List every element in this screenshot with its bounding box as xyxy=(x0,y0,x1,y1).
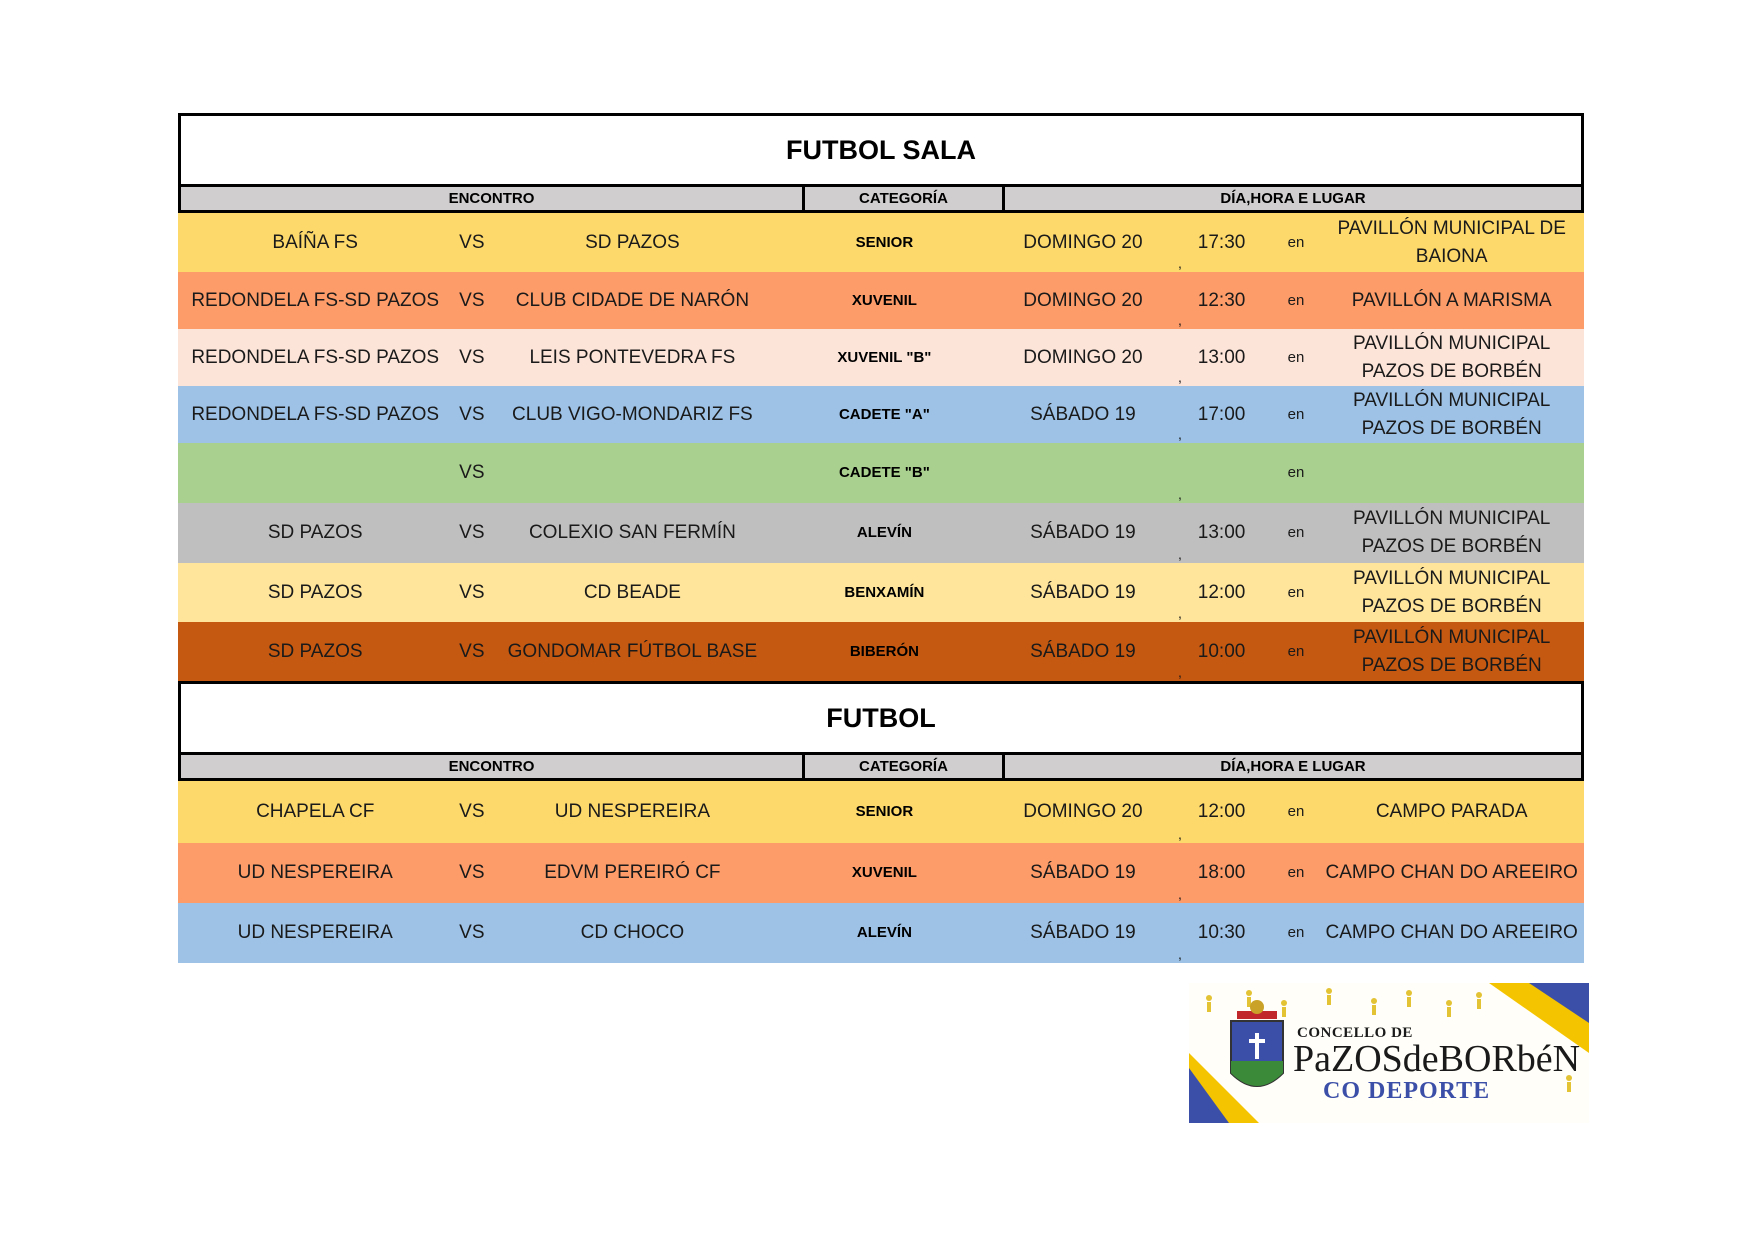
away-team: EDVM PEREIRÓ CF xyxy=(544,862,721,883)
comma-mark: , xyxy=(1178,255,1182,271)
section-title-futbol: FUTBOL xyxy=(178,681,1584,752)
home-team: UD NESPEREIRA xyxy=(237,922,393,943)
logo-text-co-deporte: CO DEPORTE xyxy=(1323,1078,1491,1104)
away-team: LEIS PONTEVEDRA FS xyxy=(529,346,736,368)
table-row xyxy=(178,329,1584,386)
match-time: 13:00 xyxy=(1197,346,1246,368)
home-team: REDONDELA FS-SD PAZOS xyxy=(191,289,440,311)
home-team: BAÍÑA FS xyxy=(272,231,358,253)
category: XUVENIL xyxy=(851,864,917,881)
category: XUVENIL "B" xyxy=(837,348,932,366)
match-time: 17:00 xyxy=(1197,403,1246,425)
vs-label: VS xyxy=(459,231,485,253)
venue: PAVILLÓN MUNICIPAL PAZOS DE BORBÉN xyxy=(1352,626,1551,676)
header-match: ENCONTRO xyxy=(181,187,805,210)
logo-text-pazos: PaZOSdeBORbéN xyxy=(1293,1038,1581,1080)
en-label: en xyxy=(1287,348,1305,366)
futbol-sala-rows xyxy=(178,213,1584,681)
home-team: UD NESPEREIRA xyxy=(237,862,393,883)
category: CADETE "B" xyxy=(838,464,930,481)
venue: PAVILLÓN MUNICIPAL PAZOS DE BORBÉN xyxy=(1352,332,1551,382)
match-time: 17:30 xyxy=(1197,231,1246,253)
venue: CAMPO CHAN DO AREEIRO xyxy=(1325,922,1578,943)
comma-mark: , xyxy=(1178,605,1182,621)
schedule-sheet xyxy=(178,113,1584,963)
header-match: ENCONTRO xyxy=(181,755,805,778)
match-day: DOMINGO 20 xyxy=(1023,346,1143,368)
vs-label: VS xyxy=(459,922,485,943)
match-day: SÁBADO 19 xyxy=(1030,403,1136,425)
category: SENIOR xyxy=(855,233,914,251)
match-time: 18:00 xyxy=(1197,862,1246,883)
match-day: SÁBADO 19 xyxy=(1030,862,1136,883)
away-team: GONDOMAR FÚTBOL BASE xyxy=(507,640,758,662)
venue: PAVILLÓN A MARISMA xyxy=(1351,289,1552,311)
table-row xyxy=(178,272,1584,329)
vs-label: VS xyxy=(459,462,485,483)
vs-label: VS xyxy=(459,346,485,368)
table-row xyxy=(178,503,1584,563)
comma-mark: , xyxy=(1178,826,1182,842)
match-day: DOMINGO 20 xyxy=(1023,801,1143,822)
coat-of-arms-icon xyxy=(1231,1000,1283,1086)
en-label: en xyxy=(1287,583,1305,601)
table-row xyxy=(178,213,1584,272)
venue: PAVILLÓN MUNICIPAL DE BAIONA xyxy=(1337,217,1566,267)
en-label: en xyxy=(1287,803,1305,820)
comma-mark: , xyxy=(1178,312,1182,328)
vs-label: VS xyxy=(459,640,485,662)
category: ALEVÍN xyxy=(856,524,912,541)
table-row xyxy=(178,781,1584,843)
match-time: 10:30 xyxy=(1197,922,1246,943)
header-category: CATEGORÍA xyxy=(805,187,1005,210)
match-time: 12:00 xyxy=(1197,801,1246,822)
comma-mark: , xyxy=(1178,664,1182,680)
match-day: SÁBADO 19 xyxy=(1030,522,1136,543)
header-when-where: DÍA,HORA E LUGAR xyxy=(1220,758,1366,775)
en-label: en xyxy=(1287,405,1305,423)
home-team: SD PAZOS xyxy=(267,522,363,543)
away-team: COLEXIO SAN FERMÍN xyxy=(528,522,736,543)
section-title-futbol-sala: FUTBOL SALA xyxy=(178,113,1584,184)
concello-pazos-de-borben-logo xyxy=(1189,983,1589,1123)
en-label: en xyxy=(1287,864,1305,881)
table-row xyxy=(178,386,1584,443)
home-team: SD PAZOS xyxy=(267,640,363,662)
category: SENIOR xyxy=(855,803,914,820)
category: BENXAMÍN xyxy=(844,583,925,601)
match-time: 13:00 xyxy=(1197,522,1246,543)
en-label: en xyxy=(1287,291,1305,309)
comma-mark: , xyxy=(1178,546,1182,562)
match-time: 12:30 xyxy=(1197,289,1246,311)
futbol-rows xyxy=(178,781,1584,963)
match-day: SÁBADO 19 xyxy=(1030,581,1136,603)
table-header xyxy=(178,752,1584,781)
vs-label: VS xyxy=(459,522,485,543)
table-row xyxy=(178,622,1584,681)
en-label: en xyxy=(1287,233,1305,251)
home-team: SD PAZOS xyxy=(267,581,363,603)
home-team: REDONDELA FS-SD PAZOS xyxy=(191,403,440,425)
header-category: CATEGORÍA xyxy=(805,755,1005,778)
away-team: CD BEADE xyxy=(583,581,681,603)
match-day: SÁBADO 19 xyxy=(1030,922,1136,943)
away-team: CLUB VIGO-MONDARIZ FS xyxy=(512,403,753,425)
match-time: 12:00 xyxy=(1197,581,1246,603)
comma-mark: , xyxy=(1178,486,1182,502)
venue: PAVILLÓN MUNICIPAL PAZOS DE BORBÉN xyxy=(1352,567,1551,617)
vs-label: VS xyxy=(459,581,485,603)
comma-mark: , xyxy=(1178,426,1182,442)
header-when-where: DÍA,HORA E LUGAR xyxy=(1220,190,1366,207)
vs-label: VS xyxy=(459,801,485,822)
comma-mark: , xyxy=(1178,946,1182,962)
home-team: CHAPELA CF xyxy=(256,801,375,822)
venue: CAMPO PARADA xyxy=(1375,801,1528,822)
logo-text-concello: CONCELLO DE xyxy=(1297,1025,1413,1041)
match-day: DOMINGO 20 xyxy=(1023,231,1143,253)
away-team: SD PAZOS xyxy=(585,231,680,253)
vs-label: VS xyxy=(459,862,485,883)
category: BIBERÓN xyxy=(849,642,919,660)
table-row xyxy=(178,443,1584,503)
table-header xyxy=(178,184,1584,213)
comma-mark: , xyxy=(1178,369,1182,385)
away-team: CD CHOCO xyxy=(580,922,685,943)
en-label: en xyxy=(1287,524,1305,541)
table-row xyxy=(178,903,1584,963)
table-row xyxy=(178,843,1584,903)
category: XUVENIL xyxy=(851,291,917,309)
away-team: CLUB CIDADE DE NARÓN xyxy=(515,289,750,311)
table-row xyxy=(178,563,1584,622)
venue: PAVILLÓN MUNICIPAL PAZOS DE BORBÉN xyxy=(1352,508,1551,557)
match-day: DOMINGO 20 xyxy=(1023,289,1143,311)
venue: PAVILLÓN MUNICIPAL PAZOS DE BORBÉN xyxy=(1352,389,1551,439)
away-team: UD NESPEREIRA xyxy=(554,801,710,822)
en-label: en xyxy=(1287,464,1305,481)
comma-mark: , xyxy=(1178,886,1182,902)
vs-label: VS xyxy=(459,289,485,311)
category: ALEVÍN xyxy=(856,924,912,941)
vs-label: VS xyxy=(459,403,485,425)
home-team: REDONDELA FS-SD PAZOS xyxy=(191,346,440,368)
en-label: en xyxy=(1287,924,1305,941)
category: CADETE "A" xyxy=(838,405,930,423)
match-day: SÁBADO 19 xyxy=(1030,640,1136,662)
match-time: 10:00 xyxy=(1197,640,1246,662)
venue: CAMPO CHAN DO AREEIRO xyxy=(1325,862,1578,883)
en-label: en xyxy=(1287,642,1305,660)
